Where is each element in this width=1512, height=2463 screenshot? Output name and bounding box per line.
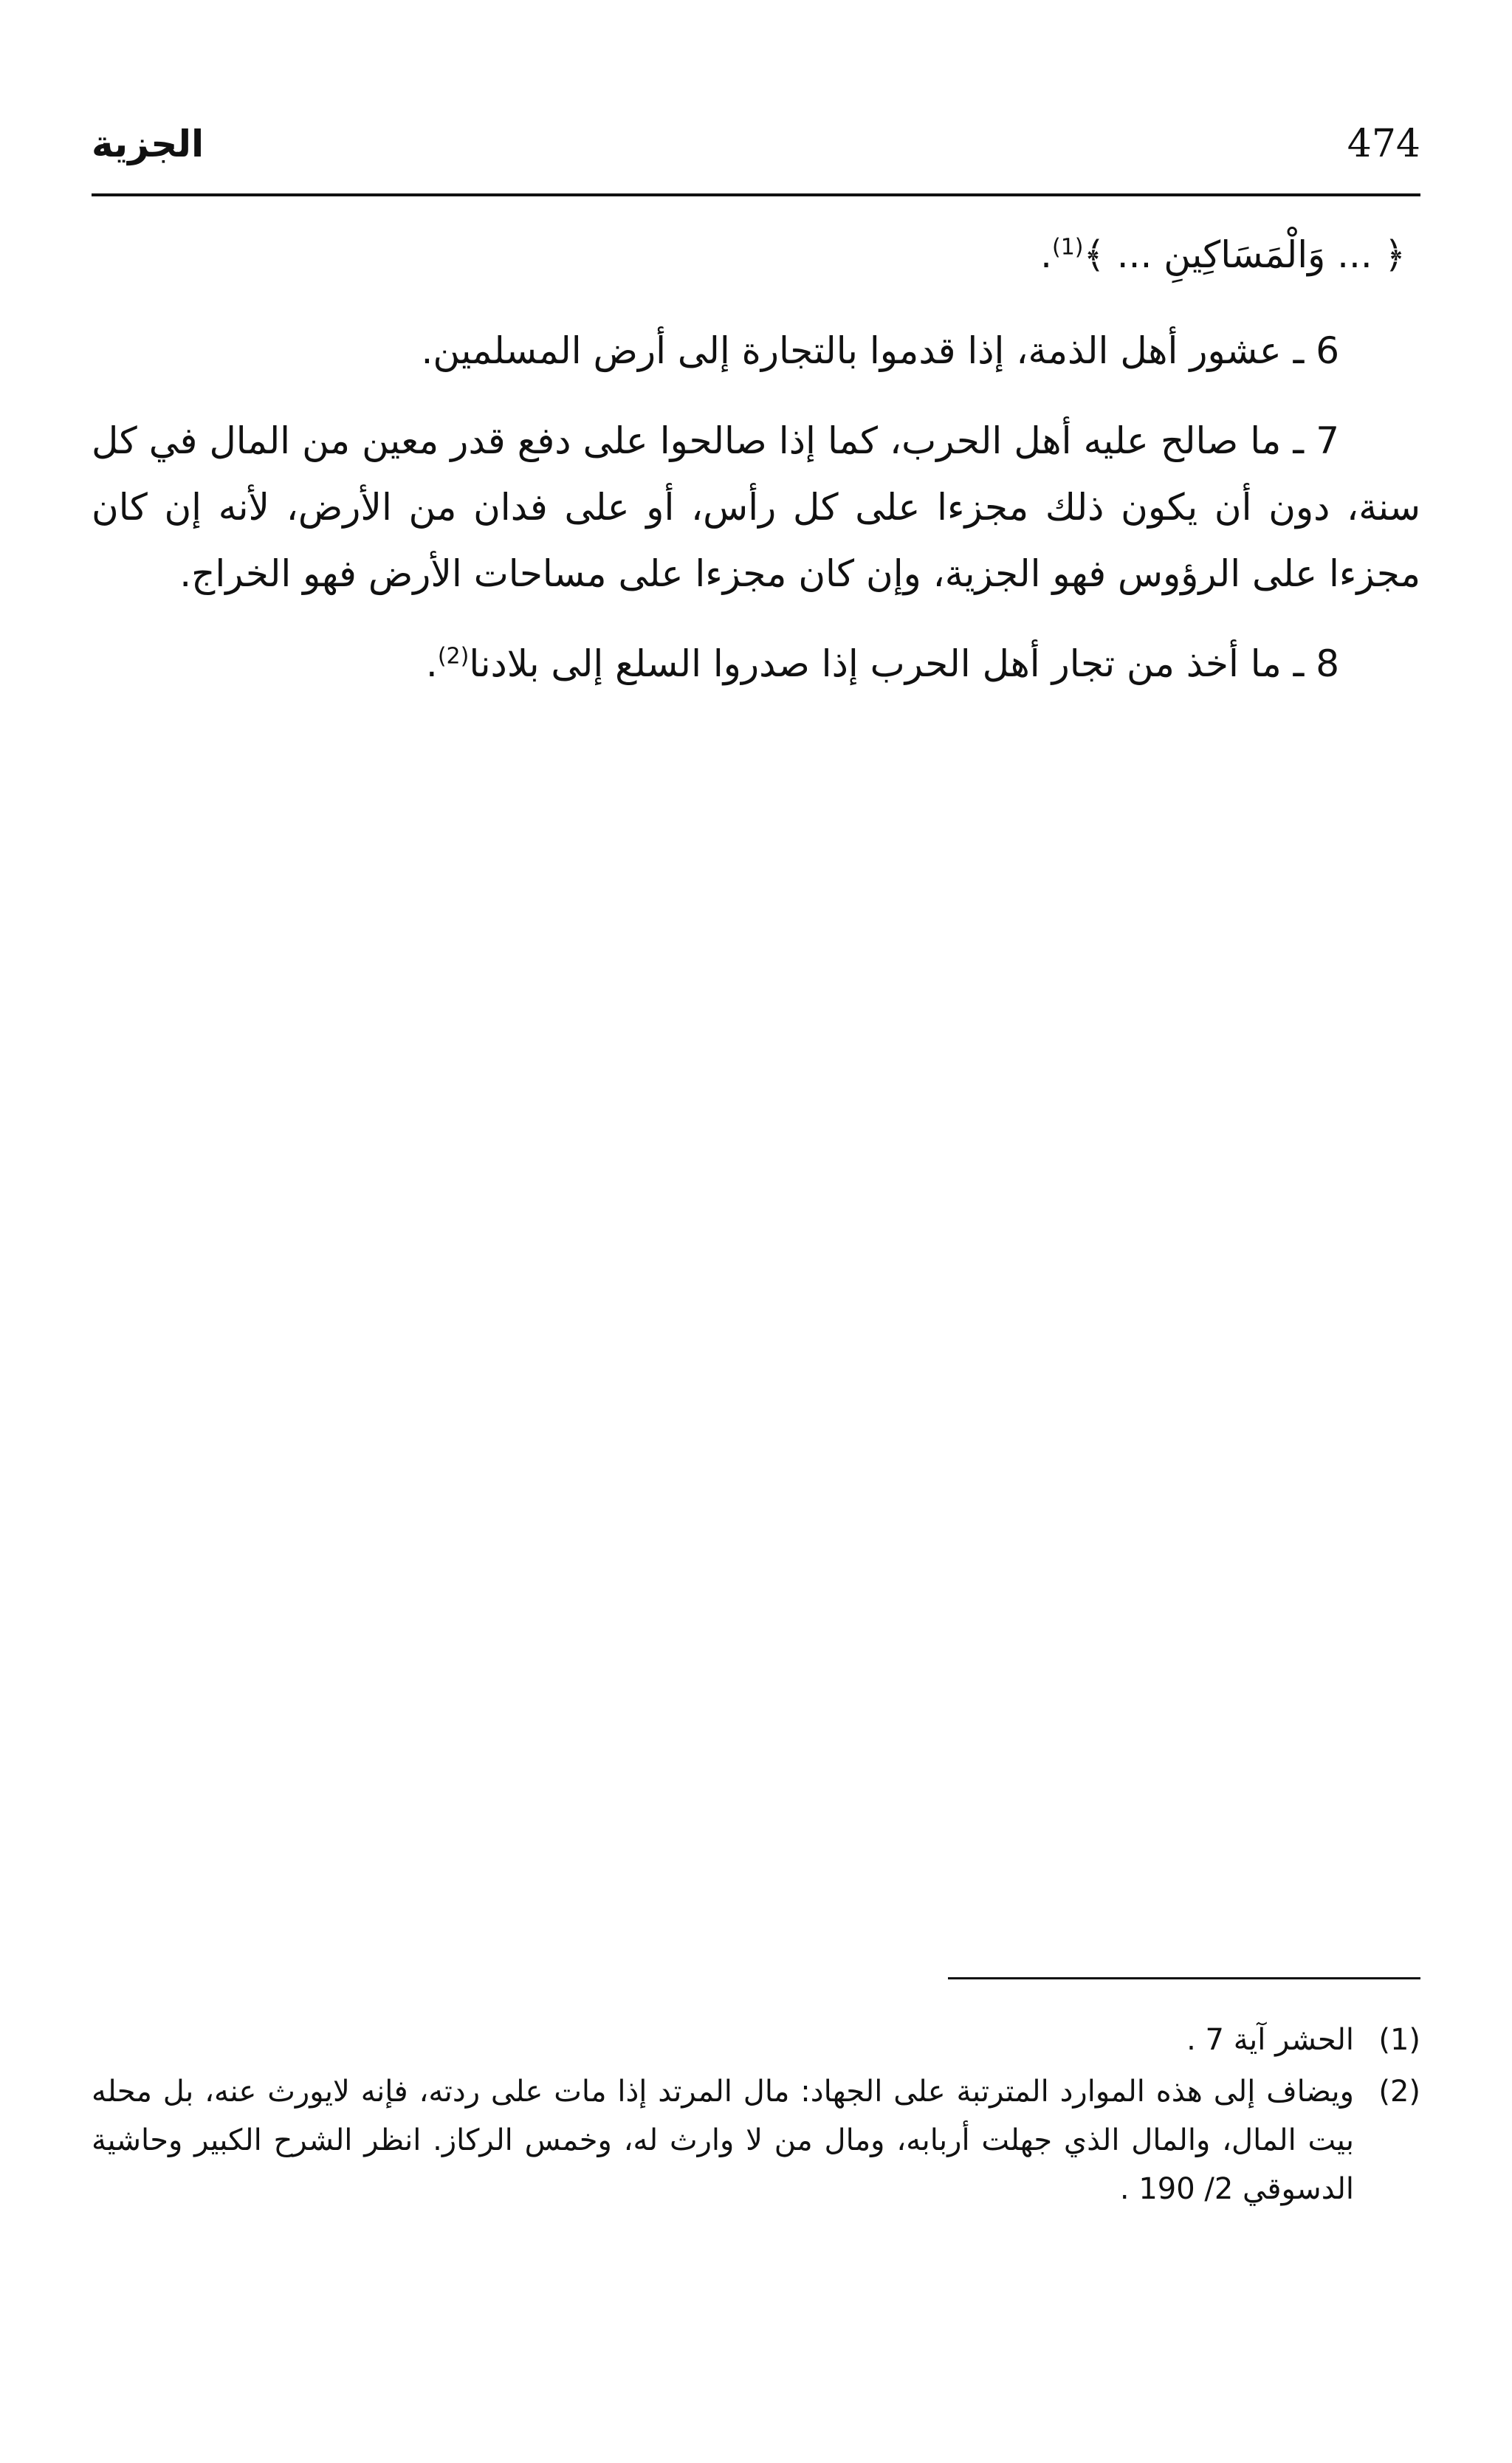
list-item-8 — [92, 631, 1420, 697]
footnote-2 — [92, 2067, 1420, 2213]
header-rule — [92, 193, 1420, 196]
list-item-8-end: . — [425, 642, 438, 685]
main-text — [92, 221, 1420, 721]
list-item-8-text: 8 ـ ما أخذ من تجار أهل الحرب إذا صدروا السلع إلى بلادنا — [469, 642, 1339, 685]
footnote-text: الحشر آية 7 . — [1186, 2023, 1354, 2057]
list-item-7: 7 ـ ما صالح عليه أهل الحرب، كما إذا صالحوا على دفع قدر معين من المال في كل سنة، دون أن يكون ذلك مجزءا على كل رأس، أو على فدان من الأرض، لأنه إن كان مجزءا على الرؤوس فهو الجزية، وإن كان مجزءا على مساحات الأرض فهو الخراج. — [92, 419, 1420, 595]
footnote-ref-2: (2) — [437, 643, 470, 670]
page-number: 474 — [1347, 122, 1420, 166]
footnote-text: ويضاف إلى هذه الموارد المترتبة على الجهاد: مال المرتد إذا مات على ردته، فإنه لايورث عنه، بل محله بيت المال، والمال الذي جهلت أربابه، ومال من لا وارث له، وخمس الركاز. انظر الشرح الكبير وحاشية الدسوقي 2/ 190 . — [92, 2075, 1354, 2206]
footnote-number: (2) — [1378, 2075, 1420, 2109]
footnote-ref-1: (1) — [1051, 234, 1084, 261]
footnote-1 — [92, 2016, 1420, 2064]
verse-text: ﴿ ... وَالْمَسَاكِينِ ... ﴾ — [1083, 233, 1406, 276]
list-item-6: 6 ـ عشور أهل الذمة، إذا قدموا بالتجارة إلى أرض المسلمين. — [421, 329, 1339, 372]
page-header — [92, 111, 1420, 177]
verse-fragment: ﴿ ... وَالْمَسَاكِينِ ... ﴾$^{(1)}$. — [1040, 233, 1406, 276]
footnotes — [92, 2016, 1420, 2216]
footnote-number: (1) — [1378, 2023, 1420, 2057]
footnote-separator — [948, 1977, 1420, 1979]
running-title: الجزية — [92, 123, 205, 165]
